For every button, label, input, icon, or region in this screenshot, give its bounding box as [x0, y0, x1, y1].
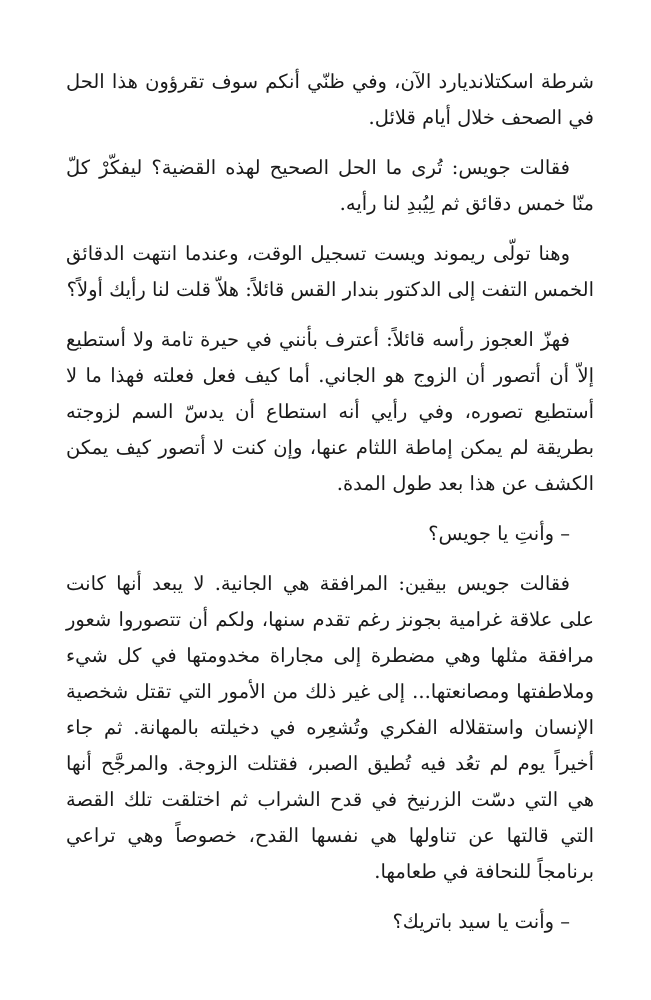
paragraph-5: فقالت جويس بيقين: المرافقة هي الجانية. لا يبعد أنها كانت على علاقة غرامية بجونز رغم تقدم سنها، ولكم أن تتصوروا شعور مرافقة مثلها وهي مضطرة إلى مجاراة مخدومتها في كل شيء وملاطفتها ومصانعتها... إلى غير ذلك من الأمور التي تقتل شخصية الإنسان واستقلاله الفكري وتُشعِره في دخيلته بالمهانة. ثم جاء أخيراً يوم لم تعُد فيه تُطيق الصبر، فقتلت الزوجة. والمرجَّح أنها هي التي دسّت الزرنيخ في قدح الشراب ثم اختلقت تلك القصة التي قالتها عن تناولها هي نفسها القدح، خصوصاً وهي تراعي برنامجاً للنحافة في طعامها.: [66, 572, 594, 883]
paragraph-4: فهزّ العجوز رأسه قائلاً: أعترف بأنني في حيرة تامة ولا أستطيع إلاّ أن أتصور أن الزوج هو الجاني. أما كيف فعل فعلته فهذا ما لا أستطيع تصوره، وفي رأيي أنه استطاع أن يدسّ السم لزوجته بطريقة لم يمكن إماطة اللثام عنها، وإن كنت لا أتصور كيف يمكن الكشف عن هذا بعد طول المدة.: [66, 328, 594, 495]
paragraph-2: فقالت جويس: تُرى ما الحل الصحيح لهذه القضية؟ ليفكّرْ كلّ منّا خمس دقائق ثم لِيُبدِ لنا رأيه.: [66, 156, 594, 215]
paragraph-1: شرطة اسكتلانديارد الآن، وفي ظنّي أنكم سوف تقرؤون هذا الحل في الصحف خلال أيام قلائل.: [66, 70, 594, 129]
paragraph-3: وهنا تولّى ريموند ويست تسجيل الوقت، وعندما انتهت الدقائق الخمس التفت إلى الدكتور بندار القس قائلاً: هلاّ قلت لنا رأيك أولاً؟: [66, 242, 594, 301]
body-text: [66, 64, 594, 954]
dialog-line-1: – وأنتِ يا جويس؟: [428, 522, 570, 545]
dialog-line-2: – وأنت يا سيد باتريك؟: [392, 910, 570, 933]
